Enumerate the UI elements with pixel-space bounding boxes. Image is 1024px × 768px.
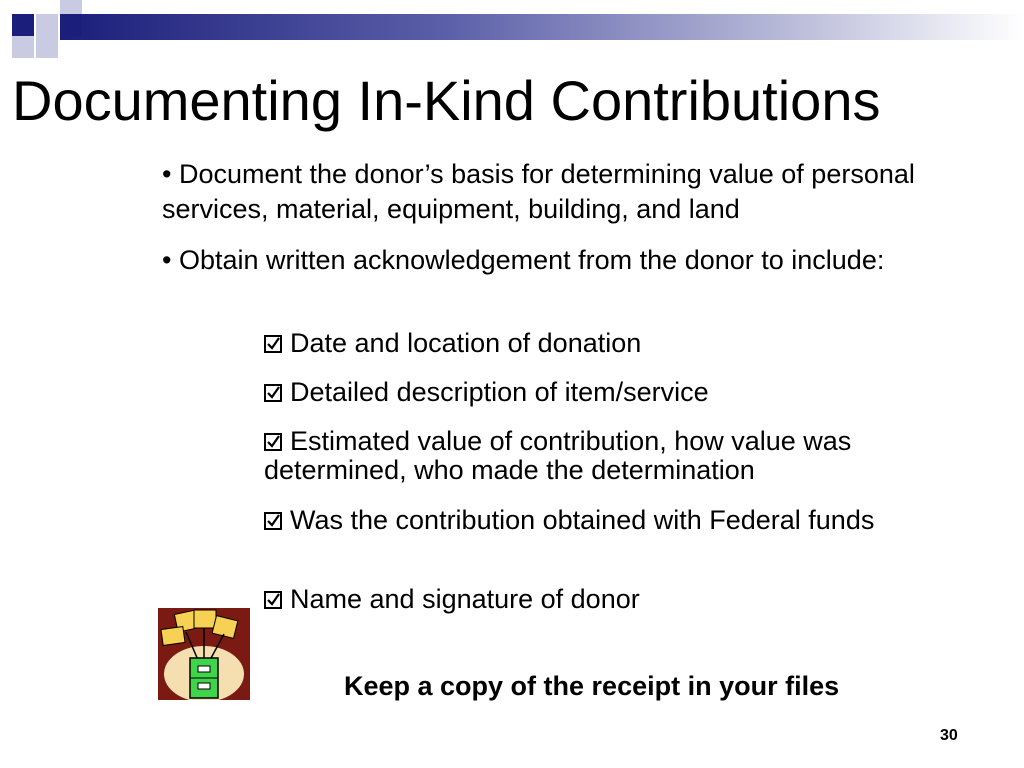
footer-note: Keep a copy of the receipt in your files xyxy=(344,671,840,701)
header-square-light xyxy=(12,36,34,58)
checked-box-icon xyxy=(264,335,282,353)
checked-box-icon xyxy=(264,433,282,451)
file-cabinet-clipart xyxy=(158,608,250,700)
checklist-item xyxy=(264,378,984,407)
header-square-navy xyxy=(60,14,82,36)
bullet-item: • Obtain written acknowledgement from the donor to include: xyxy=(162,245,885,275)
checklist-text: Was the contribution obtained with Federal funds xyxy=(290,505,875,535)
checklist-item xyxy=(264,427,984,485)
checklist-text: Name and signature of donor xyxy=(290,584,640,614)
checklist-item xyxy=(264,506,984,535)
checked-box-icon xyxy=(264,512,282,530)
header-square-light xyxy=(36,14,58,36)
header-square-navy xyxy=(12,14,34,36)
checklist-item xyxy=(264,329,984,358)
header-square-light xyxy=(36,36,58,58)
bullet-item: • Document the donor’s basis for determining value of personal services, material, equipment, building, and land xyxy=(162,159,915,224)
checklist-text: Estimated value of contribution, how value was determined, who made the determination xyxy=(264,426,852,485)
page-number: 30 xyxy=(940,727,958,744)
checklist-item xyxy=(264,585,984,614)
checklist-text: Detailed description of item/service xyxy=(290,377,709,407)
header-gradient-bar xyxy=(60,14,1024,40)
header-square-light xyxy=(60,0,82,14)
slide-title: Documenting In-Kind Contributions xyxy=(12,69,881,132)
checked-box-icon xyxy=(264,384,282,402)
checklist-text: Date and location of donation xyxy=(290,328,642,358)
checked-box-icon xyxy=(264,591,282,609)
